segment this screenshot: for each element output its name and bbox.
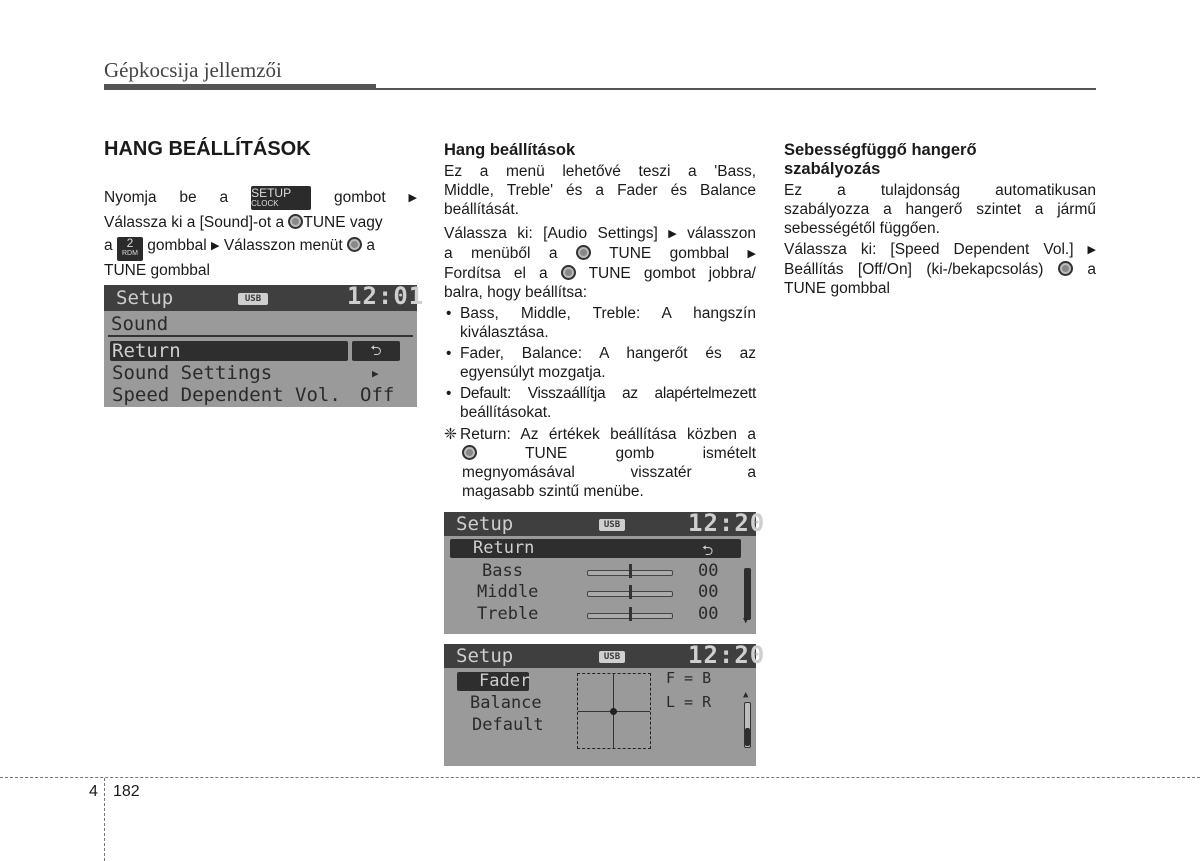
- arrow-right-icon: ▶: [668, 228, 677, 240]
- screen-status-bar: [444, 641, 766, 669]
- middle-label[interactable]: Middle: [477, 582, 539, 602]
- subsection-heading: Hang beállítások: [444, 141, 576, 159]
- balance-readout: L = R: [666, 693, 712, 711]
- column-2: [444, 141, 756, 501]
- treble-value: 00: [698, 604, 719, 624]
- instruction-line-1: Nyomja be a SETUP CLOCK gombot ▶: [104, 186, 418, 208]
- subsection-heading: Sebességfüggő hangerő: [784, 141, 977, 159]
- tune-knob-icon: [576, 245, 591, 260]
- text-line: magasabb szintű menübe.: [462, 483, 644, 500]
- text-line: Ez a menü lehetővé teszi a 'Bass,: [444, 163, 756, 180]
- scroll-up-icon: ▲: [743, 690, 749, 700]
- note-mark-icon: ❈: [444, 426, 457, 443]
- text-line: megnyomásával visszatér a: [462, 464, 756, 481]
- subsection-heading-cont: szabályozás: [784, 160, 881, 178]
- screen-title: Setup: [116, 287, 174, 309]
- text-line: Ez a tulajdonság automatikusan: [784, 182, 1096, 199]
- list-item: • Default: Visszaállítja az alapértelmezett beállításokat.: [444, 384, 756, 422]
- note-block: [444, 425, 756, 501]
- setup-clock-button-icon: SETUP CLOCK: [251, 186, 311, 210]
- screen-status-bar: [104, 282, 425, 311]
- menu-item-speed-dependent-vol[interactable]: Speed Dependent Vol.: [112, 384, 341, 406]
- menu-item-return[interactable]: Return: [112, 340, 181, 362]
- list-item: • Fader, Balance: A hangerőt és az egyensúlyt mozgatja.: [444, 344, 756, 382]
- submenu-arrow-icon: ▶: [372, 367, 379, 380]
- screen-status-bar: [444, 509, 766, 537]
- fader-balance-grid[interactable]: [577, 673, 651, 749]
- tune-knob-icon: [288, 214, 303, 229]
- column-3: [784, 141, 1096, 298]
- instruction-line-4: TUNE gombbal: [104, 262, 210, 279]
- treble-label[interactable]: Treble: [477, 604, 539, 624]
- text-line: Beállítás [Off/On] (ki-/bekapcsolás) a: [784, 261, 1097, 278]
- arrow-right-icon: ▶: [747, 248, 756, 260]
- arrow-right-icon: ▶: [408, 192, 418, 204]
- chapter-number: 4: [89, 783, 98, 800]
- text-line: Válassza ki: [Speed Dependent Vol.] ▶: [784, 241, 1097, 258]
- menu-item-default[interactable]: Default: [472, 715, 544, 735]
- fader-readout: F = B: [666, 669, 712, 687]
- sound-menu-screen: [104, 282, 425, 407]
- column-1: [104, 140, 417, 280]
- footer-vertical-rule: [104, 778, 105, 861]
- usb-icon: USB: [599, 519, 625, 531]
- tone-settings-screen: [444, 509, 766, 634]
- return-icon[interactable]: ⮌: [702, 543, 714, 559]
- screen-subtitle: Sound: [111, 313, 169, 335]
- menu-item-return[interactable]: Return: [473, 538, 535, 558]
- list-item: • Bass, Middle, Treble: A hangszín kiválasztása.: [444, 304, 756, 342]
- middle-slider-thumb[interactable]: [629, 585, 632, 599]
- arrow-right-icon: ▶: [211, 240, 220, 252]
- section-heading: HANG BEÁLLÍTÁSOK: [104, 138, 311, 160]
- text-line: TUNE gomb ismételt: [462, 444, 756, 463]
- menu-item-sound-settings[interactable]: Sound Settings: [112, 362, 273, 384]
- usb-icon: USB: [238, 293, 268, 305]
- header-rule: [376, 88, 1096, 90]
- footer-rule: [0, 777, 1200, 778]
- text-line: a menüből a TUNE gombbal ▶: [444, 245, 756, 262]
- screen-title: Setup: [456, 645, 514, 667]
- bass-slider-thumb[interactable]: [629, 564, 632, 578]
- scrollbar[interactable]: [744, 568, 751, 620]
- scrollbar-thumb[interactable]: [745, 728, 750, 746]
- scroll-down-icon: ▼: [743, 616, 749, 626]
- screen-clock: 12:01: [347, 282, 425, 310]
- tune-knob-icon: [561, 265, 576, 280]
- tune-knob-icon: [462, 445, 477, 460]
- text-line: Fordítsa el a TUNE gombot jobbra/: [444, 265, 756, 282]
- sound-position-marker[interactable]: [610, 708, 617, 715]
- text-line: TUNE gombbal: [784, 280, 890, 297]
- screen-clock: 12:20: [688, 641, 766, 669]
- text-line: Válassza ki: [Audio Settings] ▶ válasszon: [444, 225, 756, 242]
- screen-title: Setup: [456, 513, 514, 535]
- instruction-line-3: a 2 RDM gombbal ▶ Válasszon menüt a: [104, 236, 417, 261]
- tune-knob-icon: [1058, 261, 1073, 276]
- middle-value: 00: [698, 582, 719, 602]
- screen-clock: 12:20: [688, 509, 766, 537]
- speed-dependent-vol-value: Off: [360, 384, 395, 406]
- running-header: Gépkocsija jellemzői: [104, 58, 282, 82]
- treble-slider-thumb[interactable]: [629, 607, 632, 621]
- bass-label[interactable]: Bass: [482, 561, 523, 581]
- text-line: Return: Az értékek beállítása közben a: [460, 426, 756, 443]
- page-number: 182: [113, 783, 140, 800]
- screen-divider: [108, 335, 413, 337]
- menu-item-fader[interactable]: Fader: [479, 671, 531, 691]
- menu-item-balance[interactable]: Balance: [470, 693, 542, 713]
- rdm-button-icon: 2 RDM: [117, 237, 143, 261]
- instruction-line-2: Válassza ki a [Sound]-ot a TUNE vagy: [104, 214, 383, 231]
- bass-value: 00: [698, 561, 719, 581]
- bullet-list: [444, 304, 756, 422]
- tune-knob-icon: [347, 237, 362, 252]
- header-bar: [104, 84, 376, 90]
- text-line: Middle, Treble' és a Fader és Balance: [444, 182, 756, 199]
- arrow-right-icon: ▶: [1087, 244, 1097, 256]
- text-line: balra, hogy beállítsa:: [444, 284, 588, 301]
- return-icon[interactable]: ⮌: [352, 341, 400, 361]
- usb-icon: USB: [599, 651, 625, 663]
- text-line: szabályozza a hangerő szintet a jármű: [784, 201, 1096, 218]
- text-line: beállítását.: [444, 201, 519, 218]
- text-line: sebességétől függően.: [784, 220, 940, 237]
- fader-balance-screen: [444, 641, 766, 766]
